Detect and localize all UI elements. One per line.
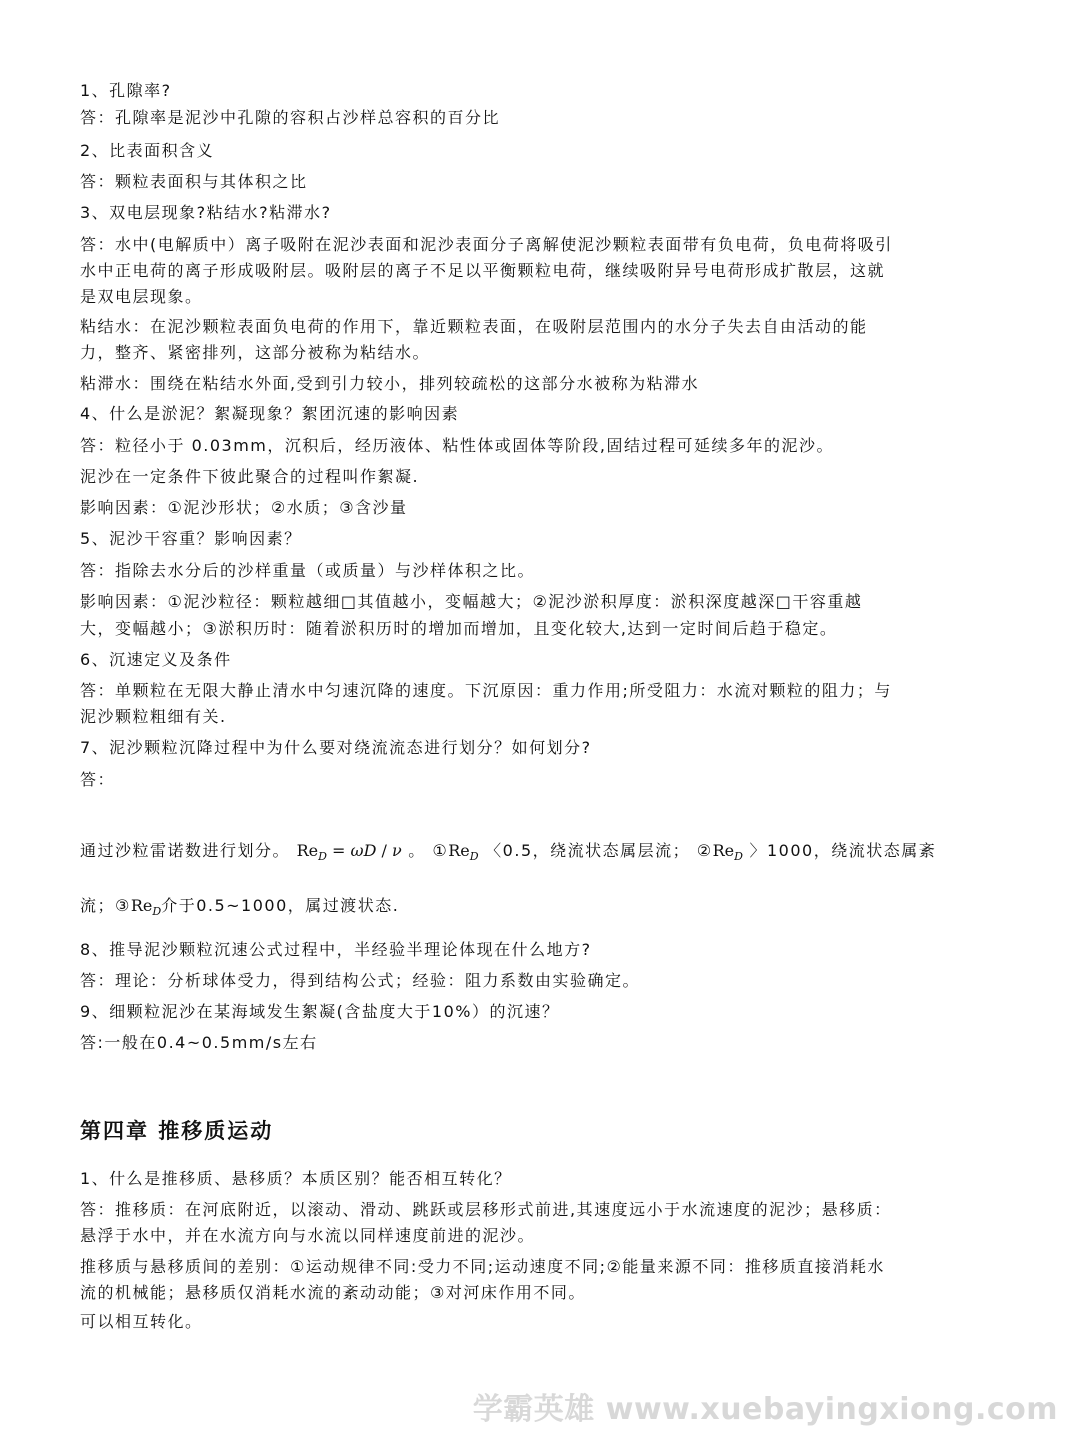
- condition-2: 〉1000，绕流状态属紊: [749, 841, 937, 860]
- question-7: 7、泥沙颗粒沉降过程中为什么要对绕流流态进行划分？如何划分?: [80, 738, 592, 757]
- chapter4-answer-1-line-5: 可以相互转化。: [80, 1312, 203, 1331]
- answer-3-line-5: 力，整齐、紧密排列，这部分被称为粘结水。: [80, 343, 431, 362]
- answer-3-line-6: 粘滞水：围绕在粘结水外面,受到引力较小，排列较疏松的这部分水被称为粘滞水: [80, 374, 700, 393]
- chapter4-question-1: 1、什么是推移质、悬移质？本质区别？能否相互转化？: [80, 1169, 512, 1188]
- formula-dot: 。: [401, 841, 426, 860]
- question-3: 3、双电层现象?粘结水?粘滞水?: [80, 203, 332, 222]
- question-2: 2、比表面积含义: [80, 141, 215, 160]
- answer-3-line-1: 答：水中(电解质中）离子吸附在泥沙表面和泥沙表面分子离解使泥沙颗粒表面带有负电荷，负电荷将吸引: [80, 235, 893, 254]
- re-d-1: $Re_D$: [448, 841, 479, 864]
- answer-4-line-3: 影响因素：①泥沙形状；②水质；③含沙量: [80, 498, 408, 517]
- chapter-title: 第四章 推移质运动: [80, 1119, 274, 1143]
- circle-2: ②: [696, 841, 713, 860]
- answer-7-label: 答：: [80, 770, 116, 789]
- answer-5-line-2: 影响因素：①泥沙粒径：颗粒越细□其值越小，变幅越大；②泥沙淤积厚度：淤积深度越深□干容重越: [80, 592, 863, 611]
- circle-1: ①: [432, 841, 449, 860]
- condition-1: 〈0.5，绕流状态属层流；: [485, 841, 691, 860]
- question-5: 5、泥沙干容重？影响因素？: [80, 529, 302, 548]
- formula-prefix: 通过沙粒雷诺数进行划分。: [80, 841, 291, 860]
- answer-3-line-2: 水中正电荷的离子形成吸附层。吸附层的离子不足以平衡颗粒电荷，继续吸附异号电荷形成扩散层，这就: [80, 261, 886, 280]
- formula-line-2-prefix: 流；: [80, 896, 116, 915]
- answer-4-line-1: 答：粒径小于 0.03mm，沉积后，经历液体、粘性体或固体等阶段,固结过程可延续多年的泥沙。: [80, 436, 834, 455]
- circle-3: ③: [115, 896, 131, 915]
- watermark: 学霸英雄 www.xuebayingxiong.com: [472, 1392, 1058, 1427]
- answer-6-line-1: 答：单颗粒在无限大静止清水中匀速沉降的速度。下沉原因：重力作用;所受阻力：水流对颗粒的阻力；与: [80, 681, 892, 700]
- chapter4-answer-1-line-1: 答：推移质：在河底附近，以滚动、滑动、跳跃或层移形式前进,其速度远小于水流速度的泥沙；悬移质：: [80, 1200, 892, 1219]
- answer-3-line-4: 粘结水：在泥沙颗粒表面负电荷的作用下，靠近颗粒表面，在吸附层范围内的水分子失去自由活动的能: [80, 317, 868, 336]
- condition-3: 介于0.5~1000，属过渡状态.: [161, 896, 400, 915]
- chapter4-answer-1-line-3: 推移质与悬移质间的差别：①运动规律不同:受力不同;运动速度不同;②能量来源不同：推移质直接消耗水: [80, 1257, 885, 1276]
- chapter4-answer-1-line-2: 悬浮于水中，并在水流方向与水流以同样速度前进的泥沙。: [80, 1226, 536, 1245]
- question-8: 8、推导泥沙颗粒沉速公式过程中，半经验半理论体现在什么地方?: [80, 940, 592, 959]
- question-1: 1、孔隙率?: [80, 81, 172, 100]
- question-6: 6、沉速定义及条件: [80, 650, 232, 669]
- formula-line-1: [80, 840, 936, 868]
- re-d-3: $Re_D$: [130, 896, 162, 919]
- formula-line-2: [80, 895, 399, 923]
- reynolds-formula: $Re_D = \omega D / \nu$: [296, 841, 402, 864]
- chapter4-answer-1-line-4: 流的机械能；悬移质仅消耗水流的紊动动能；③对河床作用不同。: [80, 1283, 586, 1302]
- answer-5-line-3: 大，变幅越小；③淤积历时：随着淤积历时的增加而增加，且变化较大,达到一定时间后趋于稳定。: [80, 619, 838, 638]
- re-d-2: $Re_D$: [712, 841, 743, 864]
- answer-2: 答：颗粒表面积与其体积之比: [80, 172, 308, 191]
- answer-8: 答：理论：分析球体受力，得到结构公式；经验：阻力系数由实验确定。: [80, 971, 641, 990]
- answer-1: 答：孔隙率是泥沙中孔隙的容积占沙样总容积的百分比: [80, 108, 501, 127]
- question-9: 9、细颗粒泥沙在某海域发生絮凝(含盐度大于10%）的沉速？: [80, 1002, 560, 1021]
- answer-3-line-3: 是双电层现象。: [80, 287, 203, 306]
- answer-9: 答:一般在0.4~0.5mm/s左右: [80, 1033, 318, 1052]
- answer-5-line-1: 答：指除去水分后的沙样重量（或质量）与沙样体积之比。: [80, 561, 536, 580]
- answer-6-line-2: 泥沙颗粒粗细有关.: [80, 707, 227, 726]
- question-4: 4、什么是淤泥？絮凝现象？絮团沉速的影响因素: [80, 404, 460, 423]
- answer-4-line-2: 泥沙在一定条件下彼此聚合的过程叫作絮凝.: [80, 467, 420, 486]
